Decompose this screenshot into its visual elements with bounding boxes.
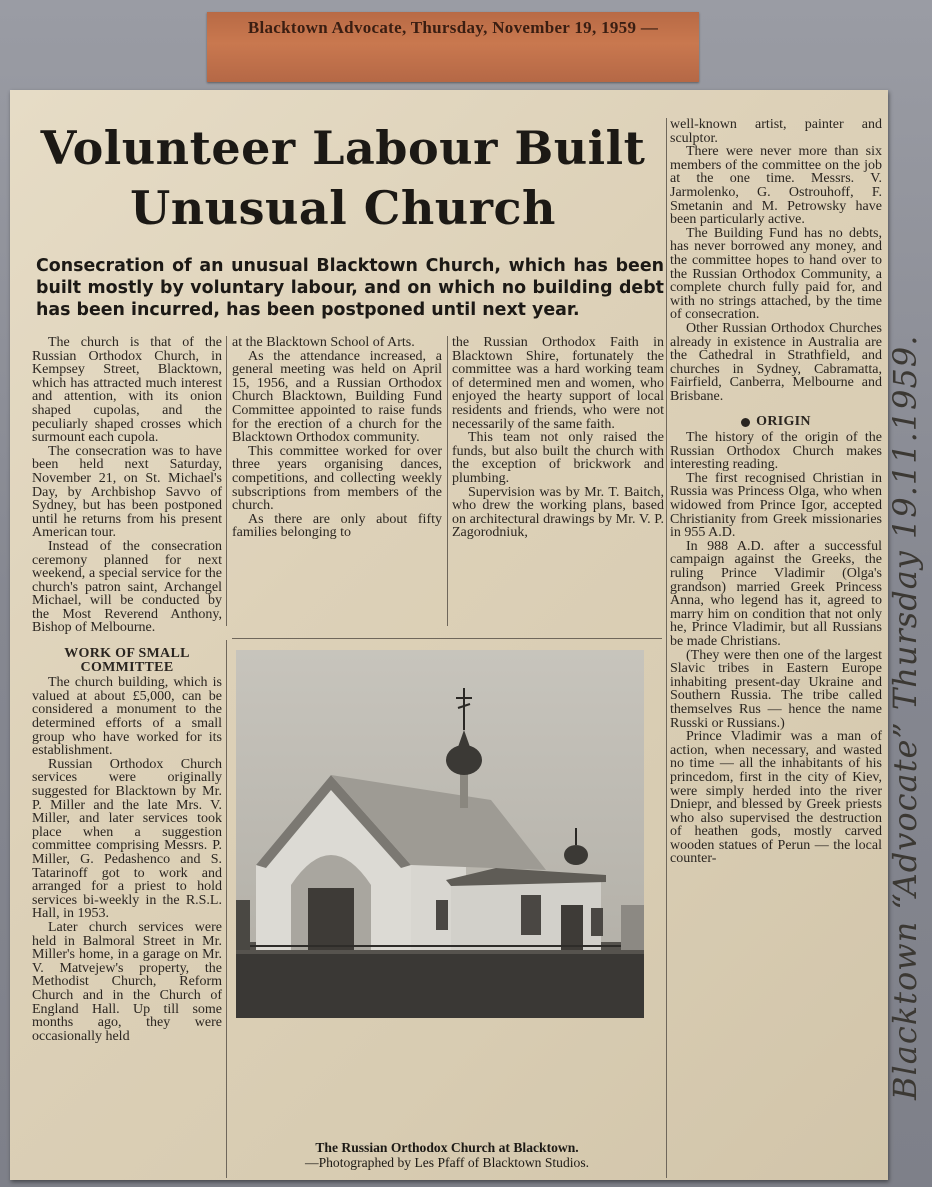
column-rule [447, 336, 448, 626]
paragraph: at the Blacktown School of Arts. [232, 335, 415, 350]
church-photo [236, 650, 644, 1018]
caption-credit: —Photographed by Les Pfaff of Blacktown Studios. [304, 1155, 590, 1170]
paragraph: The church building, which is valued at about £5,000, can be considered a monument to the determined efforts of a small group who have worked for its establishment. [32, 675, 222, 759]
column-rule [666, 118, 667, 1178]
column-rule [226, 640, 227, 1178]
paragraph: Later church services were held in Balmoral Street in Mr. Miller's home, in a garage on Mr. V. Matvejew's property, the Methodist Church, Reform Church and in the Church of England Hall. Up till some months ago, they were occasionally held [32, 919, 222, 1044]
paragraph: This committee worked for over three years organising dances, competitions, and collecting weekly subscriptions from members of the church. [232, 443, 442, 514]
masthead-text: Blacktown Advocate, Thursday, November 19, 1959 — [247, 18, 659, 37]
headline-line-2: Unusual Church [130, 181, 556, 235]
paragraph: Supervision was by Mr. T. Baitch, who drew the working plans, based on architectural drawings by Mr. V. P. Zagorodniuk, [452, 484, 664, 541]
paragraph: As the attendance increased, a general meeting was held on April 15, 1956, and a Russian Orthodox Church Blacktown, Building Fund Committee appointed to raise funds for the erection of a church for the Blacktown Orthodox community. [232, 348, 442, 446]
headline [28, 118, 658, 238]
column-2 [232, 336, 442, 540]
subheading: WORK OF SMALL COMMITTEE [64, 646, 190, 675]
masthead-strip [207, 12, 699, 82]
standfirst: Consecration of an unusual Blacktown Church, which has been built mostly by voluntary labour, and on which no building debt has been incurred, has been postponed until next year. [36, 256, 664, 320]
paragraph: Instead of the consecration ceremony planned for next weekend, a special service for the church's patron saint, Archangel Michael, will be conducted by the Most Reverend Anthony, Bishop of Melbourne. [32, 538, 222, 636]
bullet-icon [741, 418, 750, 427]
paragraph: The Building Fund has no debts, has never borrowed any money, and the committee hopes to hand over to the Russian Orthodox Community, a complete church fully paid for, and with no strings attached, by the time of consecration. [670, 225, 882, 323]
paragraph: In 988 A.D. after a successful campaign against the Greeks, the ruling Prince Vladimir (Olga's grandson) married Greek Princess Anna, who legend has it, agreed to marry him on condition that not only he, Prince Vladimir, but all Russians be made Christians. [670, 538, 882, 649]
newspaper-clipping [10, 90, 888, 1180]
column-rule [226, 336, 227, 626]
headline-line-1: Volunteer Labour Built [40, 121, 646, 175]
subheading-text: ORIGIN [756, 414, 811, 430]
paragraph: Russian Orthodox Church services were originally suggested for Blacktown by Mr. P. Miller and the late Mrs. V. Miller, and later services took place when a suggestion committee comprising Messrs. P. Miller, G. Pedashenco and S. Tatarinoff got to work and arranged for a priest to hold services bi-weekly in the R.S.L. Hall, in 1953. [32, 756, 222, 922]
paragraph: (They were then one of the largest Slavic tribes in Eastern Europe inhabiting present-day Ukraine and Southern Russia. The tribe called themselves Rus — hence the name Russki or Russians.) [670, 647, 882, 731]
paragraph: The first recognised Christian in Russia was Princess Olga, who when widowed from Prince Igor, accepted Christianity from Greek missionaries in 955 A.D. [670, 470, 882, 541]
caption-title: The Russian Orthodox Church at Blacktown. [315, 1140, 579, 1155]
paragraph: well-known artist, painter and sculptor. [670, 117, 882, 146]
handwritten-note: Blacktown “Advocate” Thursday 19.11.1959. [886, 334, 924, 1100]
paragraph: Other Russian Orthodox Churches already in existence in Australia are the Cathedral in Strathfield, and churches in Sydney, Cabramatta, Fairfield, Canberra, Melbourne and Brisbane. [670, 320, 882, 404]
paragraph: As there are only about fifty families belonging to [232, 511, 442, 541]
subheading-origin [670, 415, 882, 429]
column-3 [452, 336, 664, 540]
paragraph: Prince Vladimir was a man of action, when necessary, and wasted no time — all the inhabitants of his princedom, first in the city of Kiev, were simply herded into the river Dniepr, and blessed by Greek priests who also supervised the destruction of heathen gods, mostly carved wooden statues of Perun — the local counter- [670, 729, 882, 867]
paragraph: There were never more than six members of the committee on the job at the one time. Messrs. V. Jarmolenko, G. Ostrouhoff, F. Smetanin and M. Petrowsky have been particularly active. [670, 144, 882, 228]
paragraph: the Russian Orthodox Faith in Blacktown Shire, fortunately the committee was a hard working team of determined men and women, who enjoyed the hearty support of local residents and friends, who were not necessarily of the same faith. [452, 335, 664, 432]
paragraph: The consecration was to have been held next Saturday, November 21, on St. Michael's Day, by Archbishop Savvo of Sydney, but has been postponed until he returns from his present American tour. [32, 443, 222, 541]
paragraph: The history of the origin of the Russian Orthodox Church makes interesting reading. [670, 430, 882, 473]
paragraph: The church is that of the Russian Orthodox Church, in Kempsey Street, Blacktown, which has attracted much interest and attention, with its onion shaped cupolas, and the peculiarly shaped crosses which surmount each cupola. [32, 335, 222, 446]
photo-caption [232, 1140, 662, 1170]
church-illustration [236, 650, 644, 1018]
column-4 [670, 118, 882, 866]
paragraph: This team not only raised the funds, but also built the church with the exception of brickwork and plumbing. [452, 430, 664, 486]
photo-rule [232, 638, 662, 639]
column-1 [32, 336, 222, 1043]
